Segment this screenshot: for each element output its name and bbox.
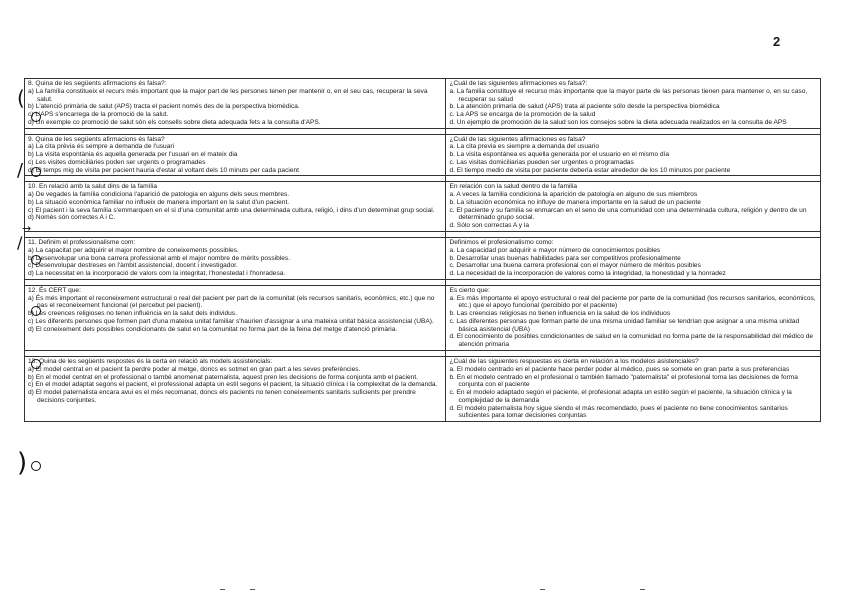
answer-option: c) Les diferents persones que formen part d'una mateixa unitat familiar s'haurien d'assignar a una mateixa unitat bàsica assistencial (UBA). xyxy=(28,317,434,325)
question-stem: ¿Cuál de las siguientes afirmaciones es falsa?: xyxy=(449,80,588,87)
answer-option: d) El temps mig de visita per pacient hauria d'estar al voltant dels 10 minuts per cada pacient xyxy=(28,166,300,174)
answer-option: c) Les visites domiciliàries poden ser urgents o programades xyxy=(28,158,206,166)
answer-circle-mark xyxy=(31,359,41,369)
question-stem: 13. Quina de les següents respostes és la certa en relació als models assistencials: xyxy=(28,357,273,365)
spanish-question-cell xyxy=(446,134,821,176)
answer-option: a. La capacidad por adquirir e mayor número de conocimientos posibles xyxy=(449,246,661,254)
answer-option: d) Només són correctes A i C. xyxy=(28,214,116,222)
answer-option: d. El tiempo medio de visita por paciente debería estar alrededor de los 10 minutos por paciente xyxy=(449,166,731,174)
answer-option: b. En el modelo centrado en el profesional o también llamado "paternalista" el profesional toma las decisiones de forma conjunta con el paciente xyxy=(449,373,798,389)
answer-option: d. El conocimiento de posibles condicionantes de salud en la comunidad no forma parte de la responsabilidad del médico de atención primaria xyxy=(449,333,814,349)
spanish-question-cell xyxy=(446,238,821,280)
answer-option: d) El model paternalista encara avui es el més recomanat, doncs els pacients no tenen coneixements sanitaris suficients per prendre decisions conjuntes. xyxy=(28,389,416,404)
answer-option: b. La situación económica no influye de manera importante en la salud de un paciente xyxy=(449,198,701,206)
answer-circle-mark xyxy=(31,167,41,177)
scan-artifact xyxy=(540,589,545,590)
question-stem: 11. Definim el professionalisme com: xyxy=(28,239,136,247)
question-stem: Definimos el profesionalismo como: xyxy=(449,239,554,247)
question-row xyxy=(25,356,821,421)
answer-option: a) És més important el reconeixement estructural o real del pacient per part de la comunitat (els recursos sanitaris, econòmics, etc.) que no pas el reconeixement funcional (el percebut pel pacient). xyxy=(28,294,435,310)
answer-option: a. La familia constituye el recurso más importante que la mayor parte de las personas tienen para mantener o, en su caso, recuperar su salud xyxy=(449,87,808,103)
answer-circle-mark xyxy=(31,112,41,122)
answer-option: b) En el model centrat en el professional o també anomenat paternalista, aquest pren les decisions de forma conjunta amb el pacient. xyxy=(28,373,418,381)
spanish-question-cell xyxy=(446,285,821,350)
question-stem: 8. Quina de les següents afirmacions és falsa?: xyxy=(28,80,167,87)
catalan-question-cell xyxy=(25,356,446,421)
answer-option: b) La visita espontània és aquella generada per l'usuari en el mateix dia xyxy=(28,151,238,159)
answer-option: c. El paciente y su familia se enmarcan en el seno de una comunidad con una determinada cultura, religión y dentro de un determinado grupo social. xyxy=(449,206,807,222)
catalan-question-cell xyxy=(25,134,446,176)
answer-option: a) La cita prèvia és sempre a demanda de l'usuari xyxy=(28,143,175,151)
pencil-bracket-mark: ( xyxy=(17,86,25,110)
answer-option: a) De vegades la família condiciona l'aparició de patologia en alguns dels seus membres. xyxy=(28,191,290,199)
answer-option: c. Las diferentes personas que forman parte de una misma unidad familiar se tendrían que asignar a una misma unidad básica asistencial (UBA) xyxy=(449,317,800,333)
answer-option: d) La necessitat en la incorporació de valors com la integritat, l'honestedat i l'honradesa. xyxy=(28,270,286,278)
answer-option: c) L'APS s'encarrega de la promoció de la salut. xyxy=(28,111,169,119)
scan-artifact xyxy=(250,589,255,590)
catalan-question-cell xyxy=(25,182,446,232)
catalan-question-cell xyxy=(25,238,446,280)
answer-option: d. El modelo paternalista hoy sigue siendo el más recomendado, pues el paciente no tiene conocimientos sanitarios suficientes para tomar decisiones conjuntas xyxy=(449,404,788,420)
answer-option: b) Les creences religioses no tenen influència en la salut dels individus. xyxy=(28,310,237,318)
question-stem: Es cierto que: xyxy=(449,286,490,294)
page-number: 2 xyxy=(773,34,781,49)
answer-option: a. Es más importante el apoyo estructural o real del paciente por parte de la comunidad (los recursos sanitarios, económicos, etc.) que el apoyo funcional (percibido por el paciente) xyxy=(449,294,816,310)
answer-option: b. La visita espontánea es aquella generada por el usuario en el mismo día xyxy=(449,151,670,159)
pencil-arrow-mark: → xyxy=(22,222,32,235)
answer-circle-mark xyxy=(31,306,41,316)
question-row xyxy=(25,79,821,129)
pencil-bracket-mark: ) xyxy=(17,448,28,478)
answer-option: d. Un ejemplo de promoción de la salud son los consejos sobre la dieta adecuada realizados en la consulta de APS xyxy=(449,118,787,126)
answer-option: b. La atención primaria de salud (APS) trata al paciente sólo desde la perspectiva biomédica xyxy=(449,103,720,111)
exam-questions-table xyxy=(24,78,821,422)
question-row xyxy=(25,238,821,280)
question-stem: ¿Cuál de las siguientes afirmaciones es falsa? xyxy=(449,135,586,143)
answer-option: c. Las visitas domiciliarias pueden ser urgentes o programadas xyxy=(449,158,634,166)
catalan-question-cell xyxy=(25,79,446,129)
answer-circle-mark xyxy=(31,255,41,265)
scan-artifact xyxy=(220,589,225,590)
pencil-slash-mark: / xyxy=(17,160,24,181)
answer-option: b. Las creencias religiosas no tienen influencia en la salud de los individuos xyxy=(449,310,671,318)
question-row xyxy=(25,134,821,176)
spanish-question-cell xyxy=(446,356,821,421)
question-row xyxy=(25,285,821,350)
answer-option: c) El pacient i la seva família s'emmarquen en el si d'una comunitat amb una determinada cultura, religió, i dins d'un determinat grup social. xyxy=(28,206,435,214)
question-stem: 10. En relació amb la salut dins de la família xyxy=(28,183,158,191)
question-row xyxy=(25,182,821,232)
answer-option: b) Desenvolupar una bona carrera professional amb el major nombre de mèrits possibles. xyxy=(28,254,291,262)
catalan-question-cell xyxy=(25,285,446,350)
scan-artifact xyxy=(640,589,645,590)
spanish-question-cell xyxy=(446,182,821,232)
answer-option: b) La situació econòmica familiar no influeix de manera important en la salut d'un pacient. xyxy=(28,198,290,206)
pencil-slash-mark: / xyxy=(17,233,23,252)
question-stem: 12. És CERT que: xyxy=(28,286,81,294)
answer-option: a. La cita previa es siempre a demanda del usuario xyxy=(449,143,600,151)
spanish-question-cell xyxy=(446,79,821,129)
answer-option: d. La necesidad de la incorporación de valores como la integridad, la honestidad y la honradez xyxy=(449,270,726,278)
answer-option: c. La APS se encarga de la promoción de la salud xyxy=(449,111,596,119)
answer-option: a) La capacitat per adquirir el major nombre de coneixements possibles. xyxy=(28,246,239,254)
answer-option: a) La família constitueix el recurs més important que la major part de les persones tenen per mantenir o, en el seu cas, recuperar la seva salut. xyxy=(28,87,428,103)
answer-option: c) En el model adaptat segons el pacient, el professional adapta un estil segons el pacient, la situació clínica i la complexitat de la demanda. xyxy=(28,381,438,389)
answer-option: b. Desarrollar unas buenas habilidades para ser competitivos profesionalmente xyxy=(449,254,681,262)
answer-option: c. Desarrollar una buena carrera profesional con el mayor número de méritos posibles xyxy=(449,262,701,270)
answer-option: d. Sólo son correctas A y la xyxy=(449,222,530,230)
answer-option: c. En el modelo adaptado según el paciente, el profesional adapta un estilo según el paciente, la situación clínica y la complejidad de la demanda xyxy=(449,389,792,404)
answer-option: d) El coneixement dels possibles condicionants de salut en la comunitat no forma part de la feina del metge d'atenció primària. xyxy=(28,325,398,333)
answer-option: a. El modelo centrado en el paciente hace perder poder al médico, pues se somete en gran parte a sus preferencias xyxy=(449,365,790,373)
answer-circle-mark xyxy=(31,461,41,471)
question-stem: 9. Quina de les següents afirmacions és falsa? xyxy=(28,135,165,143)
question-stem: En relación con la salud dentro de la familia xyxy=(449,183,578,191)
answer-option: b) L'atenció primària de salut (APS) tracta el pacient només des de la perspectiva biomèdica. xyxy=(28,103,300,111)
question-stem: ¿Cuál de las siguientes respuestas es cierta en relación a los modelos asistenciales? xyxy=(449,357,699,365)
answer-option: a) El model centrat en el pacient fa perdre poder al metge, doncs es sotmet en gran part a les seves preferències. xyxy=(28,365,361,373)
answer-option: c) Desenvolupar destreses en l'àmbit assistencial, docent i investigador. xyxy=(28,262,238,270)
answer-option: a. A veces la familia condiciona la aparición de patología en alguno de sus miembros xyxy=(449,191,698,199)
answer-option: d) Un exemple co promoció de salut són els consells sobre dieta adequada fets a la consulta d'APS. xyxy=(28,118,321,126)
